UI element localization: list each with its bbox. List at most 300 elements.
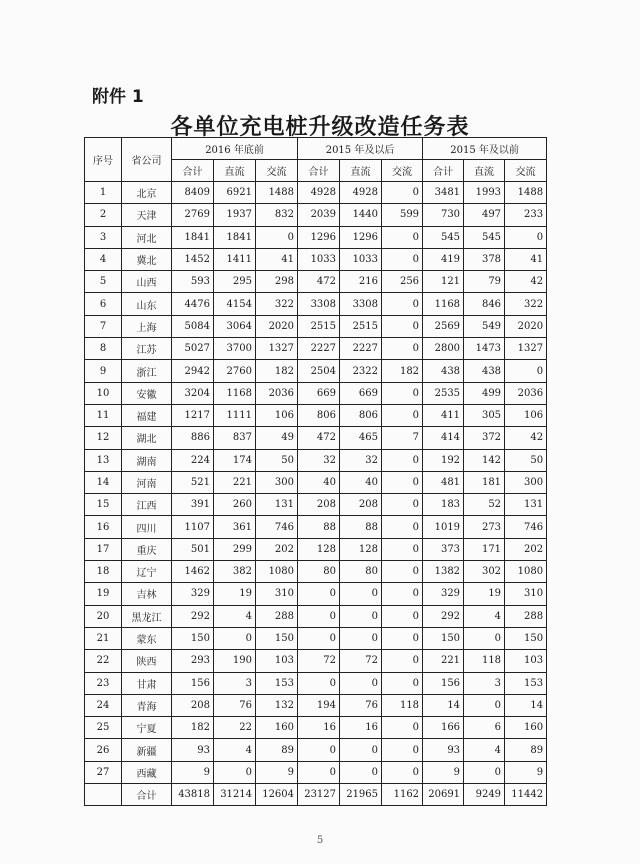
table-row [85,650,547,672]
cell-g2-total: 2504 [298,360,340,382]
cell-g2-total: 2039 [298,204,340,226]
cell-g1-ac: 153 [256,672,298,694]
cell-g3-dc: 181 [464,471,505,493]
cell-g3-dc: 273 [464,516,505,538]
cell-g2-dc: 1033 [340,248,382,270]
table-row [85,739,547,761]
cell-g2-ac: 0 [382,315,423,337]
cell-g2-ac: 0 [382,717,423,739]
row-seq: 16 [85,516,122,538]
cell-g1-total: 329 [172,583,214,605]
cell-g1-dc: 3700 [214,338,256,360]
row-province: 浙江 [122,360,172,382]
cell-g3-dc: 6 [464,717,505,739]
cell-g2-dc: 16 [340,717,382,739]
cell-g1-total: 1841 [172,226,214,248]
cell-g3-total: 414 [423,427,464,449]
header-group-2016: 2016 年底前 [172,138,298,160]
cell-g3-total: 419 [423,248,464,270]
cell-g2-ac: 0 [382,650,423,672]
cell-g3-ac: 89 [505,739,547,761]
cell-g2-total: 128 [298,538,340,560]
cell-g3-ac: 202 [505,538,547,560]
cell-g2-total: 40 [298,471,340,493]
cell-g1-dc: 0 [214,761,256,783]
cell-g2-dc: 0 [340,605,382,627]
cell-g3-ac: 42 [505,271,547,293]
cell-g2-dc: 76 [340,694,382,716]
cell-g1-total: 5027 [172,338,214,360]
cell-g1-total: 2942 [172,360,214,382]
cell-g2-ac: 0 [382,583,423,605]
cell-g1-dc: 190 [214,650,256,672]
cell-g1-ac: 89 [256,739,298,761]
cell-g2-dc: 0 [340,672,382,694]
cell-g3-total: 1382 [423,561,464,583]
cell-g1-ac: 2036 [256,382,298,404]
cell-g1-dc: 4 [214,605,256,627]
table-row [85,315,547,337]
cell-g2-total: 472 [298,427,340,449]
row-province: 河北 [122,226,172,248]
cell-g1-total: 391 [172,494,214,516]
cell-g1-dc: 361 [214,516,256,538]
cell-g1-total: 886 [172,427,214,449]
row-province: 山东 [122,293,172,315]
cell-g2-ac: 0 [382,739,423,761]
cell-g3-ac: 746 [505,516,547,538]
cell-g2-ac: 599 [382,204,423,226]
cell-g2-total: 32 [298,449,340,471]
total-g2-dc: 21965 [340,784,382,806]
cell-g2-ac: 0 [382,516,423,538]
table-row [85,449,547,471]
cell-g2-ac: 0 [382,561,423,583]
cell-g3-dc: 497 [464,204,505,226]
header-dc: 直流 [214,160,256,182]
cell-g1-ac: 132 [256,694,298,716]
row-seq: 13 [85,449,122,471]
cell-g1-ac: 832 [256,204,298,226]
cell-g3-dc: 0 [464,761,505,783]
cell-g2-dc: 0 [340,761,382,783]
cell-g3-total: 438 [423,360,464,382]
cell-g1-ac: 160 [256,717,298,739]
row-seq: 11 [85,404,122,426]
cell-g1-dc: 1168 [214,382,256,404]
table-row [85,516,547,538]
cell-g2-ac: 0 [382,182,423,204]
row-province: 新疆 [122,739,172,761]
row-seq: 8 [85,338,122,360]
cell-g2-ac: 0 [382,672,423,694]
header-group-2015-before: 2015 年及以前 [423,138,547,160]
total-g2-total: 23127 [298,784,340,806]
cell-g2-total: 194 [298,694,340,716]
row-province: 青海 [122,694,172,716]
row-seq: 27 [85,761,122,783]
cell-g3-total: 192 [423,449,464,471]
cell-g3-ac: 1327 [505,338,547,360]
cell-g1-dc: 382 [214,561,256,583]
cell-g1-ac: 300 [256,471,298,493]
cell-g2-ac: 0 [382,494,423,516]
row-seq: 21 [85,627,122,649]
cell-g2-ac: 0 [382,404,423,426]
cell-g3-total: 730 [423,204,464,226]
cell-g1-ac: 49 [256,427,298,449]
row-seq: 22 [85,650,122,672]
cell-g1-ac: 41 [256,248,298,270]
cell-g1-total: 3204 [172,382,214,404]
cell-g3-dc: 372 [464,427,505,449]
cell-g1-total: 1107 [172,516,214,538]
cell-g1-ac: 131 [256,494,298,516]
cell-g1-dc: 76 [214,694,256,716]
cell-g3-ac: 1488 [505,182,547,204]
cell-g2-dc: 1296 [340,226,382,248]
cell-g1-total: 2769 [172,204,214,226]
cell-g3-ac: 233 [505,204,547,226]
row-seq: 26 [85,739,122,761]
cell-g2-ac: 0 [382,605,423,627]
row-seq: 3 [85,226,122,248]
cell-g2-ac: 182 [382,360,423,382]
header-group-2015-after: 2015 年及以后 [298,138,423,160]
cell-g2-ac: 0 [382,248,423,270]
cell-g2-dc: 669 [340,382,382,404]
row-seq: 25 [85,717,122,739]
cell-g3-dc: 549 [464,315,505,337]
cell-g3-total: 121 [423,271,464,293]
cell-g3-total: 9 [423,761,464,783]
cell-g1-dc: 4154 [214,293,256,315]
row-province: 山西 [122,271,172,293]
cell-g3-total: 329 [423,583,464,605]
cell-g3-dc: 79 [464,271,505,293]
cell-g1-total: 150 [172,627,214,649]
cell-g3-ac: 103 [505,650,547,672]
cell-g1-total: 1217 [172,404,214,426]
cell-g3-total: 14 [423,694,464,716]
header-dc: 直流 [340,160,382,182]
cell-g2-dc: 2322 [340,360,382,382]
cell-g1-dc: 19 [214,583,256,605]
cell-g3-total: 2569 [423,315,464,337]
row-seq: 10 [85,382,122,404]
cell-g1-total: 93 [172,739,214,761]
cell-g3-ac: 0 [505,360,547,382]
cell-g2-total: 80 [298,561,340,583]
cell-g1-ac: 288 [256,605,298,627]
total-g1-ac: 12604 [256,784,298,806]
cell-g2-total: 4928 [298,182,340,204]
cell-g3-total: 93 [423,739,464,761]
cell-g2-dc: 0 [340,739,382,761]
cell-g2-ac: 0 [382,538,423,560]
cell-g1-dc: 299 [214,538,256,560]
cell-g1-ac: 2020 [256,315,298,337]
row-province: 宁夏 [122,717,172,739]
cell-g3-dc: 302 [464,561,505,583]
task-table [84,137,547,806]
cell-g3-dc: 438 [464,360,505,382]
cell-g3-dc: 142 [464,449,505,471]
cell-g2-total: 2515 [298,315,340,337]
header-row-groups [85,138,547,160]
total-g1-total: 43818 [172,784,214,806]
cell-g1-dc: 1411 [214,248,256,270]
table-row [85,672,547,694]
cell-g1-total: 593 [172,271,214,293]
cell-g3-dc: 545 [464,226,505,248]
cell-g2-dc: 216 [340,271,382,293]
table-row [85,271,547,293]
cell-g1-total: 224 [172,449,214,471]
row-province: 辽宁 [122,561,172,583]
cell-g2-dc: 88 [340,516,382,538]
cell-g1-dc: 3064 [214,315,256,337]
total-g1-dc: 31214 [214,784,256,806]
cell-g2-dc: 32 [340,449,382,471]
cell-g3-total: 221 [423,650,464,672]
row-seq: 20 [85,605,122,627]
cell-g3-total: 3481 [423,182,464,204]
cell-g3-ac: 153 [505,672,547,694]
cell-g3-dc: 19 [464,583,505,605]
header-total: 合计 [298,160,340,182]
row-province: 黑龙江 [122,605,172,627]
table-row [85,494,547,516]
cell-g2-ac: 7 [382,427,423,449]
cell-g1-dc: 0 [214,627,256,649]
cell-g2-total: 72 [298,650,340,672]
table-row [85,338,547,360]
total-seq [85,784,122,806]
row-seq: 6 [85,293,122,315]
cell-g3-dc: 52 [464,494,505,516]
row-seq: 15 [85,494,122,516]
row-province: 甘肃 [122,672,172,694]
cell-g3-total: 156 [423,672,464,694]
row-province: 西藏 [122,761,172,783]
cell-g1-total: 182 [172,717,214,739]
cell-g3-ac: 41 [505,248,547,270]
cell-g1-ac: 1488 [256,182,298,204]
row-seq: 5 [85,271,122,293]
cell-g2-total: 2227 [298,338,340,360]
cell-g3-total: 183 [423,494,464,516]
cell-g2-total: 0 [298,627,340,649]
table-row [85,382,547,404]
total-g3-ac: 11442 [505,784,547,806]
row-province: 安徽 [122,382,172,404]
table-row [85,561,547,583]
cell-g1-ac: 298 [256,271,298,293]
table-row [85,583,547,605]
cell-g1-ac: 106 [256,404,298,426]
cell-g1-dc: 221 [214,471,256,493]
cell-g1-total: 1452 [172,248,214,270]
cell-g3-total: 2535 [423,382,464,404]
table-row [85,538,547,560]
cell-g2-total: 88 [298,516,340,538]
cell-g3-ac: 0 [505,226,547,248]
total-g3-dc: 9249 [464,784,505,806]
cell-g2-total: 208 [298,494,340,516]
cell-g1-ac: 50 [256,449,298,471]
cell-g1-dc: 3 [214,672,256,694]
cell-g1-dc: 4 [214,739,256,761]
cell-g2-dc: 0 [340,627,382,649]
total-row [85,784,547,806]
cell-g1-total: 208 [172,694,214,716]
row-seq: 7 [85,315,122,337]
table-row [85,404,547,426]
cell-g2-dc: 2515 [340,315,382,337]
table-row [85,293,547,315]
table-row [85,627,547,649]
table-row [85,427,547,449]
page-title: 各单位充电桩升级改造任务表 [170,115,470,140]
table-row [85,761,547,783]
cell-g1-dc: 1841 [214,226,256,248]
cell-g3-ac: 288 [505,605,547,627]
cell-g3-ac: 310 [505,583,547,605]
cell-g3-ac: 131 [505,494,547,516]
table-row [85,360,547,382]
cell-g3-ac: 2036 [505,382,547,404]
row-seq: 12 [85,427,122,449]
cell-g3-ac: 106 [505,404,547,426]
cell-g3-ac: 9 [505,761,547,783]
cell-g2-dc: 3308 [340,293,382,315]
cell-g2-total: 16 [298,717,340,739]
cell-g2-ac: 0 [382,627,423,649]
row-seq: 18 [85,561,122,583]
row-province: 福建 [122,404,172,426]
row-seq: 19 [85,583,122,605]
cell-g1-total: 9 [172,761,214,783]
table-row [85,471,547,493]
cell-g3-ac: 1080 [505,561,547,583]
row-province: 冀北 [122,248,172,270]
cell-g3-dc: 4 [464,739,505,761]
header-dc: 直流 [464,160,505,182]
cell-g2-ac: 0 [382,226,423,248]
cell-g2-dc: 128 [340,538,382,560]
cell-g3-total: 166 [423,717,464,739]
cell-g2-ac: 0 [382,338,423,360]
row-seq: 24 [85,694,122,716]
cell-g3-dc: 171 [464,538,505,560]
cell-g2-ac: 256 [382,271,423,293]
cell-g3-total: 1019 [423,516,464,538]
cell-g1-ac: 182 [256,360,298,382]
cell-g2-dc: 465 [340,427,382,449]
row-province: 四川 [122,516,172,538]
cell-g3-ac: 160 [505,717,547,739]
attachment-label: 附件 1 [92,87,144,107]
cell-g3-total: 292 [423,605,464,627]
cell-g2-dc: 208 [340,494,382,516]
cell-g1-total: 293 [172,650,214,672]
row-seq: 1 [85,182,122,204]
cell-g3-total: 411 [423,404,464,426]
row-province: 河南 [122,471,172,493]
cell-g2-dc: 40 [340,471,382,493]
table-row [85,226,547,248]
cell-g3-ac: 42 [505,427,547,449]
cell-g2-total: 806 [298,404,340,426]
cell-g2-dc: 80 [340,561,382,583]
cell-g1-ac: 310 [256,583,298,605]
cell-g1-ac: 103 [256,650,298,672]
cell-g3-total: 2800 [423,338,464,360]
header-ac: 交流 [505,160,547,182]
cell-g1-total: 292 [172,605,214,627]
row-province: 江西 [122,494,172,516]
row-province: 上海 [122,315,172,337]
cell-g1-dc: 174 [214,449,256,471]
header-total: 合计 [423,160,464,182]
row-province: 吉林 [122,583,172,605]
cell-g1-ac: 746 [256,516,298,538]
cell-g3-total: 481 [423,471,464,493]
header-seq: 序号 [85,138,122,182]
cell-g2-total: 0 [298,672,340,694]
cell-g2-dc: 1440 [340,204,382,226]
row-seq: 9 [85,360,122,382]
cell-g3-total: 373 [423,538,464,560]
cell-g2-total: 1033 [298,248,340,270]
row-province: 湖北 [122,427,172,449]
header-province: 省公司 [122,138,172,182]
cell-g2-total: 3308 [298,293,340,315]
cell-g1-dc: 837 [214,427,256,449]
page-number: 5 [316,835,324,846]
cell-g2-total: 0 [298,583,340,605]
table-row [85,717,547,739]
cell-g2-ac: 0 [382,382,423,404]
cell-g1-dc: 2760 [214,360,256,382]
row-province: 北京 [122,182,172,204]
cell-g1-dc: 6921 [214,182,256,204]
cell-g3-total: 545 [423,226,464,248]
cell-g3-dc: 0 [464,627,505,649]
cell-g2-total: 669 [298,382,340,404]
cell-g2-ac: 0 [382,761,423,783]
row-province: 湖南 [122,449,172,471]
cell-g2-dc: 4928 [340,182,382,204]
cell-g3-dc: 1993 [464,182,505,204]
cell-g1-total: 8409 [172,182,214,204]
row-province: 天津 [122,204,172,226]
cell-g3-dc: 305 [464,404,505,426]
row-province: 陕西 [122,650,172,672]
cell-g3-ac: 2020 [505,315,547,337]
cell-g3-total: 1168 [423,293,464,315]
total-g3-total: 20691 [423,784,464,806]
cell-g1-ac: 322 [256,293,298,315]
cell-g2-total: 472 [298,271,340,293]
cell-g3-ac: 14 [505,694,547,716]
cell-g3-dc: 118 [464,650,505,672]
row-province: 江苏 [122,338,172,360]
table-row [85,204,547,226]
cell-g1-total: 4476 [172,293,214,315]
cell-g1-ac: 1327 [256,338,298,360]
